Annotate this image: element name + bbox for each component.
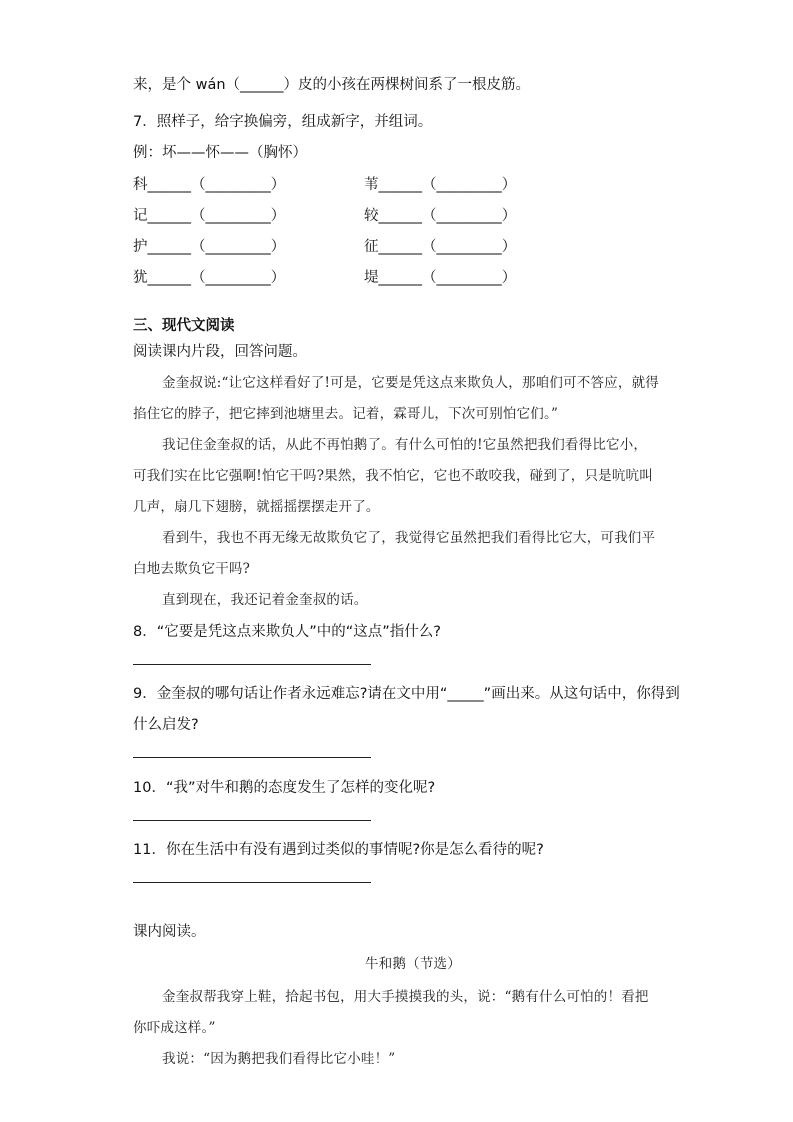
q7-answer-slot[interactable]: ______（_________）: [147, 270, 286, 286]
previous-question-tail: 来，是个 wán（______）皮的小孩在两棵树间系了一根皮筋。: [133, 77, 531, 93]
passage-line: 金奎叔说:“让它这样看好了!可是，它要是凭这点来欺负人，那咱们可不答应，就得: [162, 375, 659, 391]
answer-line-q10[interactable]: [133, 820, 371, 821]
section-3-instruction: 阅读课内片段，回答问题。: [133, 344, 307, 360]
question-7-example: 例：坏——怀——（胸怀）: [133, 145, 307, 161]
q7-item-char: 征: [364, 239, 379, 255]
q7-item-4: [364, 204, 516, 225]
q7-item-char: 较: [364, 208, 379, 224]
q7-answer-slot[interactable]: ______（_________）: [147, 239, 286, 255]
reading-2-instruction: 课内阅读。: [133, 924, 206, 940]
q7-item-char: 科: [133, 177, 148, 193]
passage-line: 我说：“因为鹅把我们看得比它小哇！”: [162, 1051, 396, 1067]
passage-line: 你吓成这样。”: [133, 1020, 216, 1036]
question-9-continued: 什么启发?: [133, 717, 199, 733]
q7-answer-slot[interactable]: ______（_________）: [378, 208, 517, 224]
q7-item-1: [133, 173, 285, 194]
q7-answer-slot[interactable]: ______（_________）: [378, 270, 517, 286]
q7-item-6: [364, 235, 516, 256]
q7-item-char: 犹: [133, 270, 148, 286]
q7-answer-slot[interactable]: ______（_________）: [147, 208, 286, 224]
passage-line: 可我们实在比它强啊!怕它干吗?果然，我不怕它，它也不敢咬我，碰到了，只是吭吭叫: [133, 468, 653, 484]
passage-line: 金奎叔帮我穿上鞋，拾起书包，用大手摸摸我的头，说：“鹅有什么可怕的！看把: [162, 989, 649, 1005]
passage-line: 掐住它的脖子，把它摔到池塘里去。记着，霖哥儿，下次可别怕它们。”: [133, 406, 559, 422]
q7-item-8: [364, 266, 516, 287]
q7-item-2: [364, 173, 516, 194]
question-11: 11．你在生活中有没有遇到过类似的事情呢?你是怎么看待的呢?: [133, 842, 544, 858]
passage-line: 几声，扇几下翅膀，就摇摇摆摆走开了。: [133, 499, 380, 515]
reading-2-title: 牛和鹅（节选）: [365, 956, 461, 972]
passage-line: 直到现在，我还记着金奎叔的话。: [162, 592, 368, 608]
q7-item-char: 苇: [364, 177, 379, 193]
passage-line: 我记住金奎叔的话，从此不再怕鹅了。有什么可怕的!它虽然把我们看得比它小，: [162, 437, 648, 453]
answer-line-q9[interactable]: [133, 757, 371, 758]
question-8: 8．“它要是凭这点来欺负人”中的“这点”指什么?: [133, 624, 441, 640]
q7-answer-slot[interactable]: ______（_________）: [147, 177, 286, 193]
question-7-prompt: 7．照样子，给字换偏旁，组成新字，并组词。: [133, 114, 433, 130]
answer-line-q8[interactable]: [133, 664, 371, 665]
question-9: 9．金奎叔的哪句话让作者永远难忘?请在文中用“_____”画出来。从这句话中，你得到: [133, 686, 680, 702]
q7-item-7: [133, 266, 285, 287]
q7-item-3: [133, 204, 285, 225]
q7-answer-slot[interactable]: ______（_________）: [378, 239, 517, 255]
question-10: 10．“我”对牛和鹅的态度发生了怎样的变化呢?: [133, 780, 436, 796]
answer-line-q11[interactable]: [133, 882, 371, 883]
q7-item-char: 护: [133, 239, 148, 255]
q7-item-char: 堤: [364, 270, 379, 286]
section-3-title: 三、现代文阅读: [133, 318, 235, 334]
q7-item-5: [133, 235, 285, 256]
passage-line: 白地去欺负它干吗?: [133, 561, 251, 577]
q7-answer-slot[interactable]: ______（_________）: [378, 177, 517, 193]
passage-line: 看到牛，我也不再无缘无故欺负它了，我觉得它虽然把我们看得比它大，可我们平: [162, 530, 656, 546]
q7-item-char: 记: [133, 208, 148, 224]
